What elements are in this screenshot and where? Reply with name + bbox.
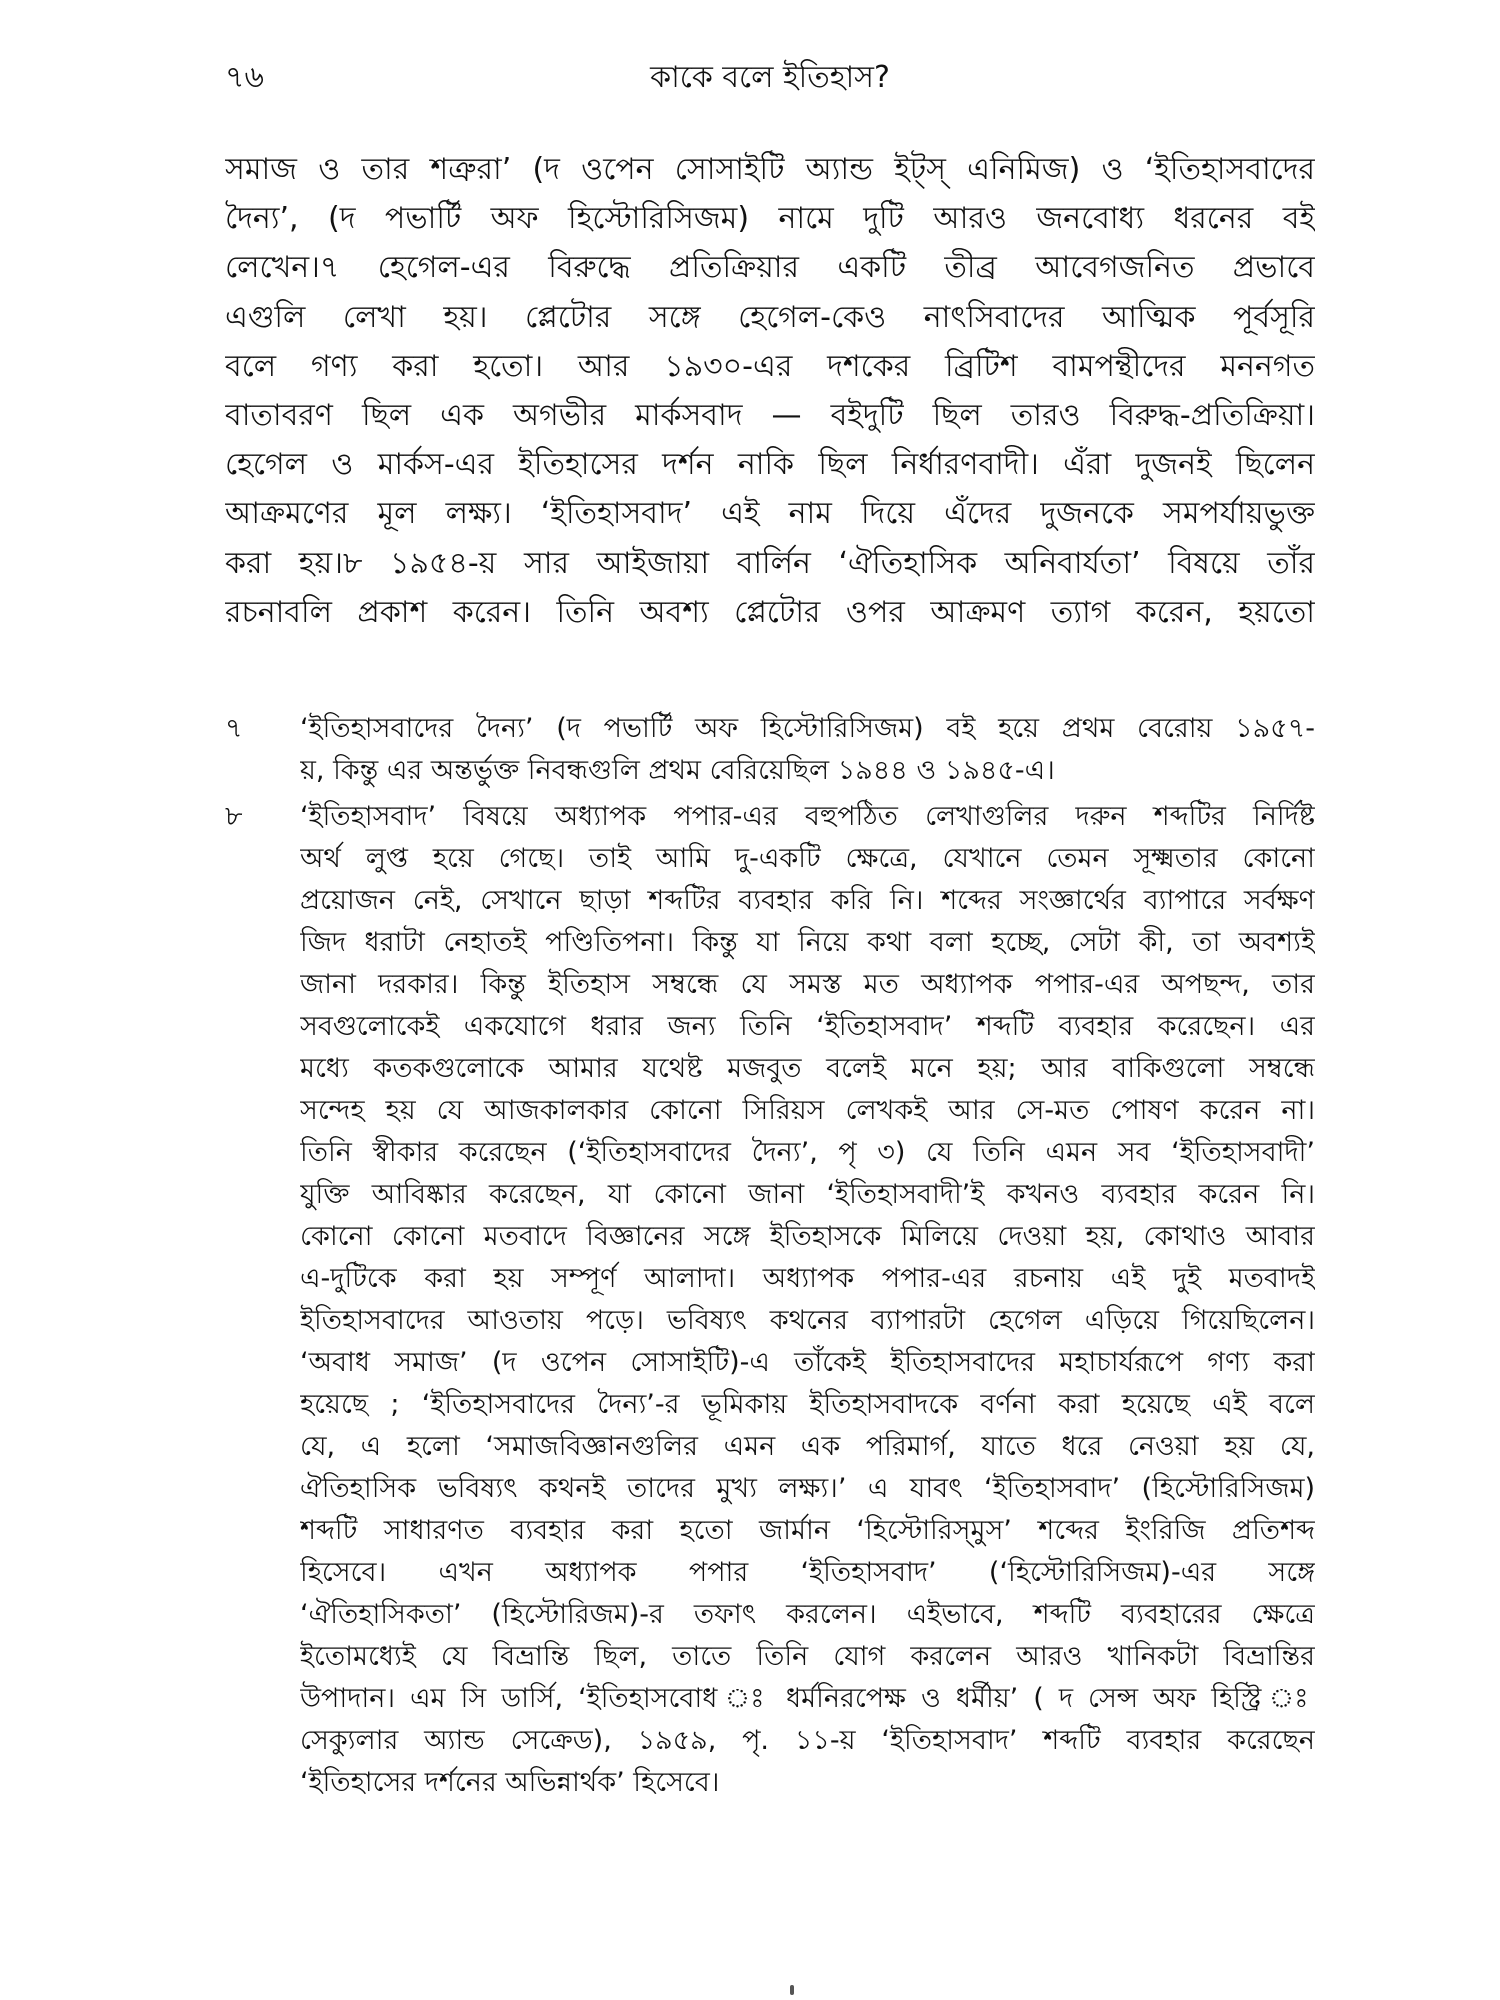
page-number: ৭৬ [225,60,265,95]
footnotes-section [225,708,1315,1808]
footnote-line: হয়েছে ; ‘ইতিহাসবাদের দৈন্য’-র ভূমিকায় ইতিহাসবাদকে বর্ণনা করা হয়েছে এই বলে [300,1389,1315,1420]
footnote-line: ঐতিহাসিক ভবিষ্যৎ কথনই তাদের মুখ্য লক্ষ্য।’ এ যাবৎ ‘ইতিহাসবাদ’ (হিস্টোরিসিজম) [300,1473,1315,1504]
body-line: বলে গণ্য করা হতো। আর ১৯৩০-এর দশকের ব্রিটিশ বামপন্থীদের মননগত [225,348,1315,384]
body-line: আক্রমণের মূল লক্ষ্য। ‘ইতিহাসবাদ’ এই নাম দিয়ে এঁদের দুজনকে সমপর্যায়ভুক্ত [225,496,1315,532]
running-title: কাকে বলে ইতিহাস? [650,60,890,95]
footnote-line: ‘অবাধ সমাজ’ (দ ওপেন সোসাইটি)-এ তাঁকেই ইতিহাসবাদের মহাচার্যরূপে গণ্য করা [300,1347,1315,1378]
footnote-line: প্রয়োজন নেই, সেখানে ছাড়া শব্দটির ব্যবহার করি নি। শব্দের সংজ্ঞার্থের ব্যাপারে সর্বক্ষণ [300,885,1315,916]
footnote-line: যে, এ হলো ‘সমাজবিজ্ঞানগুলির এমন এক পরিমার্গ, যাতে ধরে নেওয়া হয় যে, [300,1431,1315,1462]
footnote-number: ৮ [225,801,243,832]
footnote-line: কোনো কোনো মতবাদে বিজ্ঞানের সঙ্গে ইতিহাসকে মিলিয়ে দেওয়া হয়, কোথাও আবার [300,1221,1315,1252]
footnote-line: এ-দুটিকে করা হয় সম্পূর্ণ আলাদা। অধ্যাপক পপার-এর রচনায় এই দুই মতবাদই [300,1263,1315,1294]
footnote-line: সেক্যুলার অ্যান্ড সেক্রেড), ১৯৫৯, পৃ. ১১-য় ‘ইতিহাসবাদ’ শব্দটি ব্যবহার করেছেন [300,1725,1315,1756]
footnote-line: উপাদান। এম সি ডার্সি, ‘ইতিহাসবোধ ঃ ধর্মনিরপেক্ষ ও ধর্মীয়’ ( দ সেন্স অফ হিস্ট্রি ঃ [300,1683,1315,1714]
running-header [225,58,1315,108]
footnote-line: তিনি স্বীকার করেছেন (‘ইতিহাসবাদের দৈন্য’, পৃ ৩) যে তিনি এমন সব ‘ইতিহাসবাদী’ [300,1137,1315,1168]
body-line: হেগেল ও মার্কস-এর ইতিহাসের দর্শন নাকি ছিল নির্ধারণবাদী। এঁরা দুজনই ছিলেন [225,447,1315,483]
footnote-line: সন্দেহ হয় যে আজকালকার কোনো সিরিয়স লেখকই আর সে-মত পোষণ করেন না। [300,1095,1315,1126]
footnote-line: অর্থ লুপ্ত হয়ে গেছে। তাই আমি দু-একটি ক্ষেত্রে, যেখানে তেমন সূক্ষ্মতার কোনো [300,843,1315,874]
footnote-line: মধ্যে কতকগুলোকে আমার যথেষ্ট মজবুত বলেই মনে হয়; আর বাকিগুলো সম্বন্ধে [300,1053,1315,1084]
scan-speck [790,1985,794,1995]
footnote-line: ‘ইতিহাসবাদ’ বিষয়ে অধ্যাপক পপার-এর বহুপঠিত লেখাগুলির দরুন শব্দটির নির্দিষ্ট [300,801,1315,832]
footnote-line: য়, কিন্তু এর অন্তর্ভুক্ত নিবন্ধগুলি প্রথম বেরিয়েছিল ১৯৪৪ ও ১৯৪৫-এ। [300,755,1055,786]
body-line: রচনাবলি প্রকাশ করেন। তিনি অবশ্য প্লেটোর ওপর আক্রমণ ত্যাগ করেন, হয়তো [225,594,1315,630]
footnote-line: ইতিহাসবাদের আওতায় পড়ে। ভবিষ্যৎ কথনের ব্যাপারটা হেগেল এড়িয়ে গিয়েছিলেন। [300,1305,1315,1336]
footnote-line: হিসেবে। এখন অধ্যাপক পপার ‘ইতিহাসবাদ’ (‘হিস্টোরিসিজম)-এর সঙ্গে [300,1557,1315,1588]
footnote-line: ইতোমধ্যেই যে বিভ্রান্তি ছিল, তাতে তিনি যোগ করলেন আরও খানিকটা বিভ্রান্তির [300,1641,1315,1672]
footnote-number: ৭ [225,713,243,744]
footnote-line: জানা দরকার। কিন্তু ইতিহাস সম্বন্ধে যে সমস্ত মত অধ্যাপক পপার-এর অপছন্দ, তার [300,969,1315,1000]
footnote-line: জিদ ধরাটা নেহাতই পণ্ডিতিপনা। কিন্তু যা নিয়ে কথা বলা হচ্ছে, সেটা কী, তা অবশ্যই [300,927,1315,958]
body-line: সমাজ ও তার শত্রুরা’ (দ ওপেন সোসাইটি অ্যান্ড ইট্‌স্‌ এনিমিজ) ও ‘ইতিহাসবাদের [225,152,1315,187]
footnote-line: যুক্তি আবিষ্কার করেছেন, যা কোনো জানা ‘ইতিহাসবাদী’ই কখনও ব্যবহার করেন নি। [300,1179,1315,1210]
footnote-line: সবগুলোকেই একযোগে ধরার জন্য তিনি ‘ইতিহাসবাদ’ শব্দটি ব্যবহার করেছেন। এর [300,1011,1315,1042]
body-line: দৈন্য’, (দ পভার্টি অফ হিস্টোরিসিজম) নামে দুটি আরও জনবোধ্য ধরনের বই [225,201,1315,237]
footnote-line: ‘ইতিহাসবাদের দৈন্য’ (দ পভার্টি অফ হিস্টোরিসিজম) বই হয়ে প্রথম বেরোয় ১৯৫৭- [300,713,1315,744]
footnote-8 [225,796,1315,1804]
body-line: এগুলি লেখা হয়। প্লেটোর সঙ্গে হেগেল-কেও নাৎসিবাদের আত্মিক পূর্বসূরি [225,299,1315,335]
footnote-line: ‘ঐতিহাসিকতা’ (হিস্টোরিজম)-র তফাৎ করলেন। এইভাবে, শব্দটি ব্যবহারের ক্ষেত্রে [300,1599,1315,1630]
body-line: বাতাবরণ ছিল এক অগভীর মার্কসবাদ — বইদুটি ছিল তারও বিরুদ্ধ-প্রতিক্রিয়া। [225,397,1315,433]
body-line: লেখেন।৭ হেগেল-এর বিরুদ্ধে প্রতিক্রিয়ার একটি তীব্র আবেগজনিত প্রভাবে [225,250,1315,286]
footnote-line: ‘ইতিহাসের দর্শনের অভিন্নার্থক’ হিসেবে। [300,1767,720,1798]
main-paragraph [225,145,1315,637]
footnote-7 [225,708,1315,792]
footnote-line: শব্দটি সাধারণত ব্যবহার করা হতো জার্মান ‘হিস্টোরিস্‌মুস’ শব্দের ইংরিজি প্রতিশব্দ [300,1515,1315,1546]
body-line: করা হয়।৮ ১৯৫৪-য় সার আইজায়া বার্লিন ‘ঐতিহাসিক অনিবার্যতা’ বিষয়ে তাঁর [225,545,1315,581]
